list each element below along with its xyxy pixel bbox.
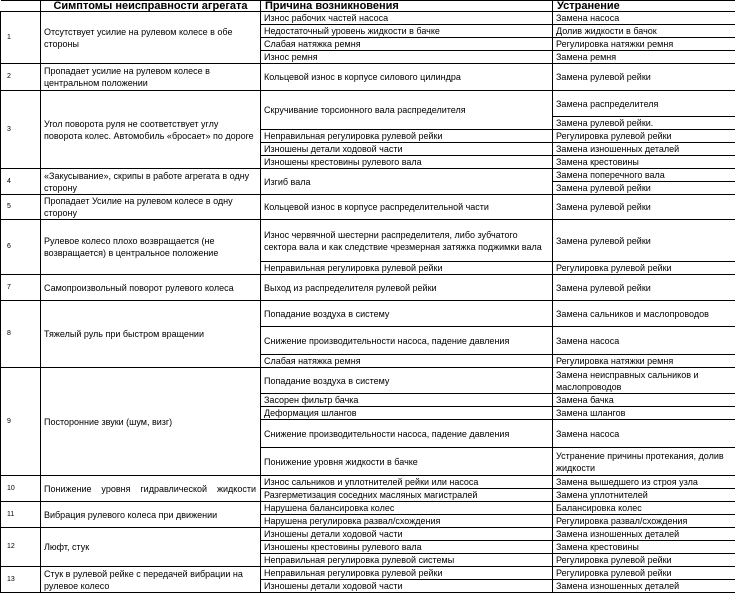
fix-cell: Долив жидкости в бачок: [553, 25, 735, 38]
row-number: 1: [1, 12, 41, 64]
cause-cell: Неправильная регулировка рулевой рейки: [261, 130, 553, 143]
row-number: 5: [1, 195, 41, 220]
fix-cell: Регулировка развал/схождения: [553, 515, 735, 528]
table-row: [1, 169, 735, 182]
cause-cell: Неправильная регулировка рулевой системы: [261, 554, 553, 567]
cause-cell: Кольцевой износ в корпусе силового цилиндра: [261, 64, 553, 91]
table-row: [1, 91, 735, 117]
table-row: [1, 275, 735, 301]
symptom-cell: Понижение уровня гидравлической жидкости: [41, 476, 261, 502]
fix-cell: Замена шлангов: [553, 407, 735, 420]
row-number: 7: [1, 275, 41, 301]
table-row: [1, 301, 735, 327]
symptom-cell: Самопроизвольный поворот рулевого колеса: [41, 275, 261, 301]
row-number: 12: [1, 528, 41, 567]
fix-cell: Замена крестовины: [553, 156, 735, 169]
fix-cell: Замена рулевой рейки: [553, 275, 735, 301]
fix-cell: Замена вышедшего из строя узла: [553, 476, 735, 489]
cause-cell: Неправильная регулировка рулевой рейки: [261, 567, 553, 580]
header-symptom: Симптомы неисправности агрегата: [41, 1, 261, 12]
table-row: [1, 528, 735, 541]
cause-cell: Разгерметизация соседних масляных магистралей: [261, 489, 553, 502]
fix-cell: Замена насоса: [553, 12, 735, 25]
fix-cell: Замена уплотнителей: [553, 489, 735, 502]
symptom-cell: Люфт, стук: [41, 528, 261, 567]
fix-cell: Замена распределителя: [553, 91, 735, 117]
cause-cell: Попадание воздуха в систему: [261, 368, 553, 394]
cause-cell: Понижение уровня жидкости в бачке: [261, 448, 553, 476]
row-number: 2: [1, 64, 41, 91]
symptom-cell: Тяжелый руль при быстром вращении: [41, 301, 261, 368]
cause-cell: Деформация шлангов: [261, 407, 553, 420]
fix-cell: Замена рулевой рейки: [553, 220, 735, 262]
fix-cell: Замена поперечного вала: [553, 169, 735, 182]
cause-cell: Изношены детали ходовой части: [261, 528, 553, 541]
fix-cell: Замена рулевой рейки: [553, 182, 735, 195]
fix-cell: Замена рулевой рейки: [553, 64, 735, 91]
row-number: 3: [1, 91, 41, 169]
fix-cell: Замена насоса: [553, 420, 735, 448]
cause-cell: Изгиб вала: [261, 169, 553, 195]
row-number: 6: [1, 220, 41, 275]
table-row: [1, 195, 735, 220]
symptom-cell: Пропадает Усилие на рулевом колесе в одну сторону: [41, 195, 261, 220]
fix-cell: Регулировка натяжки ремня: [553, 355, 735, 368]
symptom-cell: Рулевое колесо плохо возвращается (не возвращается) в центральное положение: [41, 220, 261, 275]
fix-cell: Балансировка колес: [553, 502, 735, 515]
symptom-cell: Стук в рулевой рейке с передачей вибрации на рулевое колесо: [41, 567, 261, 593]
symptom-cell: Угол поворота руля не соответствует углу поворота колес. Автомобиль «бросает» по дороге: [41, 91, 261, 169]
table-row: [1, 12, 735, 25]
fix-cell: Замена изношенных деталей: [553, 580, 735, 593]
cause-cell: Износ червячной шестерни распределителя, либо зубчатого сектора вала и как следствие чрезмерная затяжка поджимки вала: [261, 220, 553, 262]
fix-cell: Замена изношенных деталей: [553, 143, 735, 156]
fix-cell: Устранение причины протекания, долив жидкости: [553, 448, 735, 476]
table-row: [1, 567, 735, 580]
cause-cell: Слабая натяжка ремня: [261, 38, 553, 51]
symptom-cell: Отсутствует усилие на рулевом колесе в обе стороны: [41, 12, 261, 64]
cause-cell: Изношены крестовины рулевого вала: [261, 156, 553, 169]
symptom-cell: Посторонние звуки (шум, визг): [41, 368, 261, 476]
fix-cell: Замена сальников и маслопроводов: [553, 301, 735, 327]
row-number: 9: [1, 368, 41, 476]
cause-cell: Снижение производительности насоса, падение давления: [261, 327, 553, 355]
table-row: [1, 502, 735, 515]
cause-cell: Слабая натяжка ремня: [261, 355, 553, 368]
fix-cell: Замена рулевой рейки.: [553, 117, 735, 130]
table-row: [1, 476, 735, 489]
fix-cell: Регулировка рулевой рейки: [553, 130, 735, 143]
row-number: 8: [1, 301, 41, 368]
cause-cell: Недостаточный уровень жидкости в бачке: [261, 25, 553, 38]
row-number: 13: [1, 567, 41, 593]
header-fix: Устранение: [553, 1, 735, 12]
fix-cell: Замена ремня: [553, 51, 735, 64]
row-number: 10: [1, 476, 41, 502]
fix-cell: Регулировка натяжки ремня: [553, 38, 735, 51]
cause-cell: Скручивание торсионного вала распределителя: [261, 91, 553, 130]
cause-cell: Нарушена балансировка колес: [261, 502, 553, 515]
fix-cell: Замена бачка: [553, 394, 735, 407]
table-row: [1, 220, 735, 262]
table-header: [1, 1, 735, 12]
table-row: [1, 368, 735, 394]
cause-cell: Засорен фильтр бачка: [261, 394, 553, 407]
cause-cell: Нарушена регулировка развал/схождения: [261, 515, 553, 528]
cause-cell: Снижение производительности насоса, падение давления: [261, 420, 553, 448]
symptom-cell: Вибрация рулевого колеса при движении: [41, 502, 261, 528]
symptom-cell: «Закусывание», скрипы в работе агрегата в одну сторону: [41, 169, 261, 195]
header-cause: Причина возникновения: [261, 1, 553, 12]
cause-cell: Выход из распределителя рулевой рейки: [261, 275, 553, 301]
table-row: [1, 64, 735, 91]
cause-cell: Износ ремня: [261, 51, 553, 64]
cause-cell: Изношены детали ходовой части: [261, 580, 553, 593]
header-number: [1, 1, 41, 12]
row-number: 4: [1, 169, 41, 195]
fix-cell: Замена насоса: [553, 327, 735, 355]
cause-cell: Изношены крестовины рулевого вала: [261, 541, 553, 554]
symptom-cell: Пропадает усилие на рулевом колесе в центральном положении: [41, 64, 261, 91]
fix-cell: Замена неисправных сальников и маслопроводов: [553, 368, 735, 394]
cause-cell: Неправильная регулировка рулевой рейки: [261, 262, 553, 275]
cause-cell: Изношены детали ходовой части: [261, 143, 553, 156]
cause-cell: Кольцевой износ в корпусе распределительной части: [261, 195, 553, 220]
cause-cell: Попадание воздуха в систему: [261, 301, 553, 327]
row-number: 11: [1, 502, 41, 528]
fix-cell: Замена изношенных деталей: [553, 528, 735, 541]
fix-cell: Регулировка рулевой рейки: [553, 554, 735, 567]
fix-cell: Замена крестовины: [553, 541, 735, 554]
fix-cell: Регулировка рулевой рейки: [553, 567, 735, 580]
cause-cell: Износ сальников и уплотнителей рейки или насоса: [261, 476, 553, 489]
fix-cell: Регулировка рулевой рейки: [553, 262, 735, 275]
cause-cell: Износ рабочих частей насоса: [261, 12, 553, 25]
fix-cell: Замена рулевой рейки: [553, 195, 735, 220]
